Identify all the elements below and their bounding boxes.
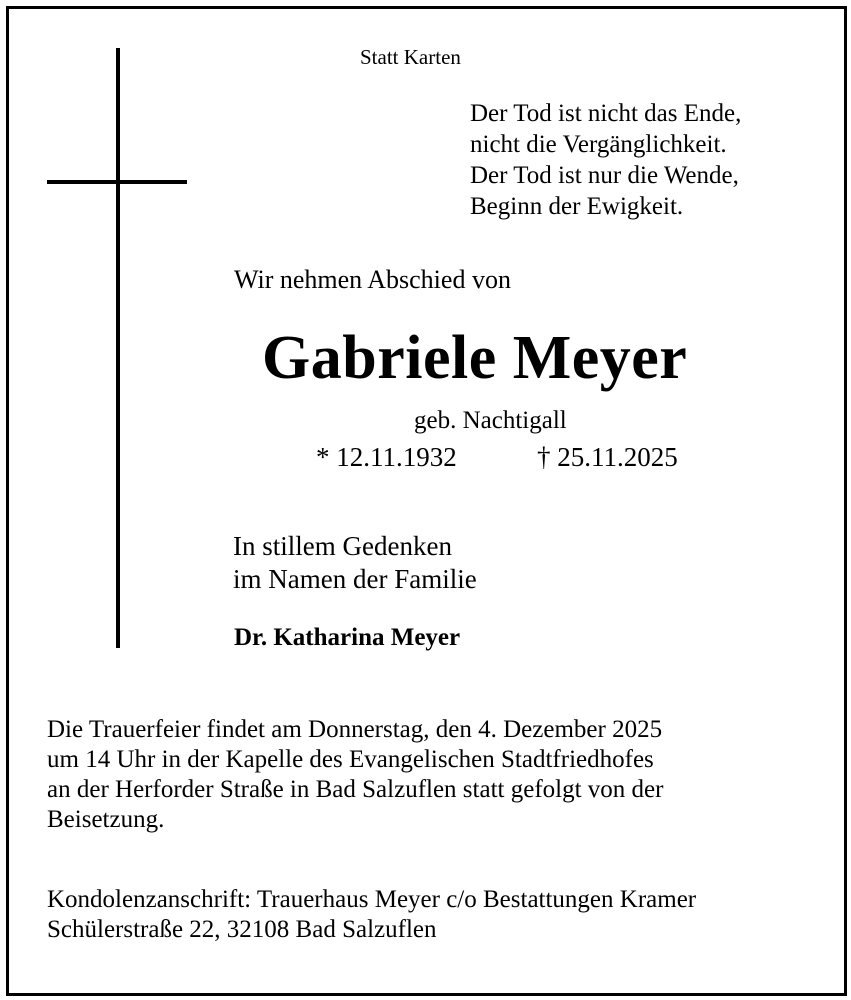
- cross-icon: [116, 48, 120, 648]
- poem-line: Der Tod ist nur die Wende,: [470, 162, 739, 189]
- birth-date: * 12.11.1932: [316, 442, 457, 472]
- poem-line: Beginn der Ewigkeit.: [470, 193, 684, 220]
- funeral-line: um 14 Uhr in der Kapelle des Evangelischen Stadtfriedhofes: [47, 746, 654, 773]
- condolence-line: Kondolenzanschrift: Trauerhaus Meyer c/o Bestattungen Kramer: [47, 886, 697, 913]
- funeral-line: Die Trauerfeier findet am Donnerstag, den 4. Dezember 2025: [47, 716, 663, 743]
- statt-karten-label: Statt Karten: [360, 45, 461, 69]
- condolence-line: Schülerstraße 22, 32108 Bad Salzuflen: [47, 916, 437, 943]
- condolence-address: [47, 885, 696, 945]
- cross-icon-crossbar: [47, 180, 187, 184]
- mourners-line: im Namen der Familie: [233, 564, 477, 594]
- death-date: † 25.11.2025: [537, 442, 678, 472]
- deceased-name: Gabriele Meyer: [262, 324, 688, 392]
- mourners-text: [233, 530, 477, 596]
- funeral-line: an der Herforder Straße in Bad Salzuflen statt gefolgt von der: [47, 776, 664, 803]
- poem-line: nicht die Vergänglichkeit.: [470, 131, 727, 158]
- poem: [470, 98, 741, 222]
- funeral-line: Beisetzung.: [47, 806, 165, 833]
- signer-name: Dr. Katharina Meyer: [234, 624, 461, 651]
- funeral-details: [47, 715, 663, 835]
- farewell-intro: Wir nehmen Abschied von: [234, 265, 511, 294]
- mourners-line: In stillem Gedenken: [233, 531, 452, 561]
- poem-line: Der Tod ist nicht das Ende,: [470, 100, 742, 127]
- maiden-name: geb. Nachtigall: [414, 407, 567, 434]
